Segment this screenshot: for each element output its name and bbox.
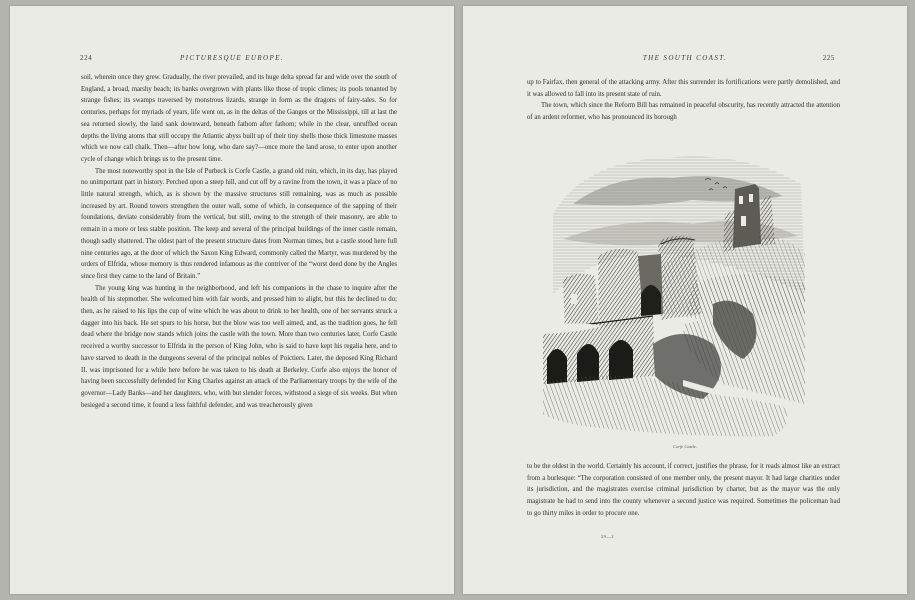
right-page	[463, 6, 907, 594]
paragraph: The town, which since the Reform Bill has remained in peaceful obscurity, has recently attracted the attention of an ardent reformer, who has pronounced its borough	[527, 102, 840, 122]
paragraph: The most noteworthy spot in the Isle of Purbeck is Corfe Castle, a grand old ruin, which, in its day, has played no unimportant part in history. Perched upon a steep hill, and cut off by a ravine from the town, it was a place of no little natural strength, which, as is shown by the massive structures still remaining, was as much as possible increased by art. Round towers strengthen the outer wall, some of which, in consequence of the sapping of their foundations, deviate considerably from the vertical, but still, owing to the strength of their masonry, are able to remain in a more or less stable position. The keep and several of the principal buildings of the inner castle remain, though sadly shattered. The oldest part of the present structure dates from Norman times, but a castle stood here full nine centuries ago, at the door of which the Saxon King Edward, commonly called the Martyr, was murdered by the orders of Elfrida, whose memory is thus rendered infamous as the contriver of the “worst deed done by the Angles since first they came to the land of Britain.”	[81, 167, 397, 280]
running-head	[463, 54, 907, 66]
running-title: THE SOUTH COAST.	[642, 54, 728, 62]
running-head	[10, 54, 454, 66]
page-number: 224	[80, 54, 93, 62]
right-body-text-bottom	[527, 461, 840, 520]
paragraph: The young king was hunting in the neighborhood, and left his companions in the chase to inquire after the health of his stepmother. She welcomed him with fair words, and pressed him to alight, but this he declined to do; then, as he raised to his lips the cup of wine which he was about to drink to her health, one of her servants struck a dagger into his back. He set spurs to his horse, but the blow was too well aimed, and, as the tradition goes, he fell dead where the bridge now stands which joins the castle with the town. More than two centuries later, Corfe Castle received a worthy successor to Elfrida in the person of King John, who is said to have kept his regalia here, and to have starved to death in the dungeons several of the principal nobles of Poictiers. Later, the deposed King Richard II. was imprisoned for a while here before he was taken to his death at Berkeley. Corfe also enjoys the honor of having been successfully defended for King Charles against an attack of the Parliamentary troops by the wife of the governor—Lady Banks—and her daughters, who, with but slender forces, withstood a siege of six weeks. But when besieged a second time, it found a less faithful defender, and was treacherously given	[81, 284, 397, 409]
signature-mark: 29—2	[601, 534, 614, 539]
right-body-text-top	[527, 77, 840, 124]
page-number: 225	[822, 54, 835, 62]
paragraph: to be the oldest in the world. Certainly his account, if correct, justifies the phrase, for it reads almost like an extract from a burlesque: “The corporation consisted of one member only, the present mayor. It had large charities under its jurisdiction, and the magistrates exercise criminal jurisdiction by charter, but as the mayor was the only magistrate he had to send into the county whenever a second justice was required. Sometimes the policeman had to go thirty miles in order to procure one.	[527, 463, 840, 517]
castle-engraving	[543, 144, 813, 440]
illustration-caption: Corfe Castle.	[672, 444, 697, 449]
paragraph: up to Fairfax, then general of the attacking army. After this surrender its fortifications were partly demolished, and it was allowed to fall into its present state of ruin.	[527, 79, 840, 98]
running-title: PICTURESQUE EUROPE.	[180, 54, 284, 62]
paragraph: soil, wherein once they grew. Gradually, the river prevailed, and its huge delta spread far and wide over the south of England, a broad, marshy beach; its banks overgrown with plants like those of tropic climes; its pools tenanted by strange fishes; its swamps traversed by monstrous lizards, strange in form as the dragons of fairy-tales. So for centuries, perhaps for myriads of years, life went on, as in the deltas of the Ganges or the Mississippi, till at last the sea returned slowly, the land sank downward, beneath fathom after fathom; while in the clear, unruffled ocean depths the living atoms that still occupy the Atlantic abyss built up of their tiny shells those thick limestone masses which we now call chalk. Then—after how long, who dare say?—once more the land arose, to enter upon another cycle of change which brings us to the present time.	[81, 74, 397, 163]
left-body-text	[81, 72, 397, 411]
left-page	[10, 6, 454, 594]
